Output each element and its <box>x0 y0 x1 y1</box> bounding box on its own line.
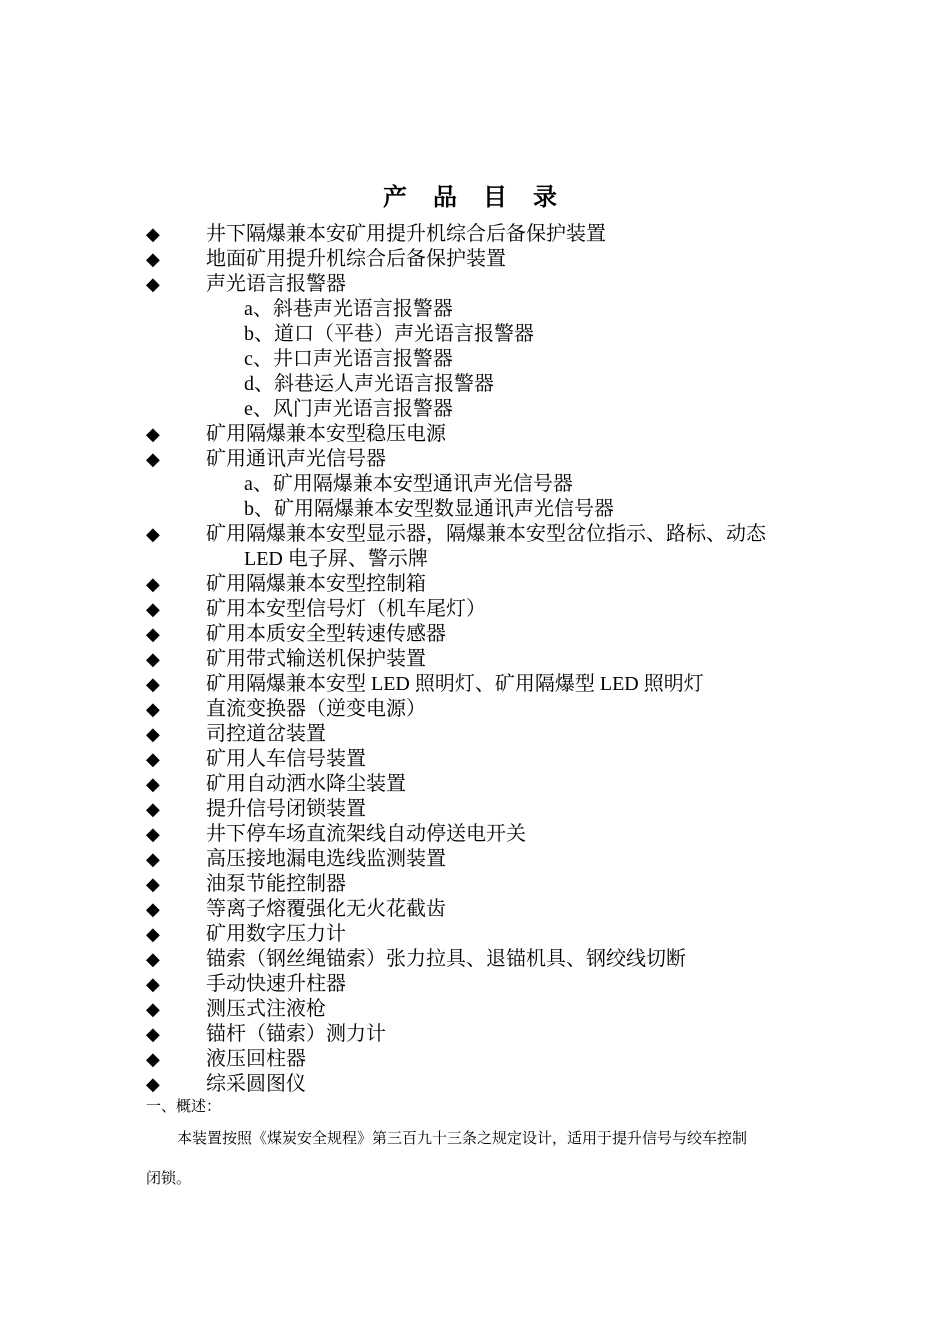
catalog-subitem-label: e、风门声光语言报警器 <box>244 398 453 420</box>
catalog-subitem-label: a、斜巷声光语言报警器 <box>244 298 453 320</box>
catalog-item <box>0 997 950 1022</box>
catalog-item <box>0 247 950 272</box>
catalog-item <box>0 722 950 747</box>
catalog-item <box>0 1047 950 1072</box>
diamond-bullet-icon: ◆ <box>146 1049 160 1070</box>
diamond-bullet-icon: ◆ <box>146 574 160 595</box>
catalog-subitem <box>0 497 950 522</box>
catalog-subitem <box>0 372 950 397</box>
catalog-item <box>0 772 950 797</box>
product-catalog-list <box>0 222 950 1097</box>
catalog-item-label: 矿用带式输送机保护装置 <box>206 648 426 670</box>
diamond-bullet-icon: ◆ <box>146 599 160 620</box>
catalog-subitem-label: a、矿用隔爆兼本安型通讯声光信号器 <box>244 473 573 495</box>
catalog-item-label: 井下停车场直流架线自动停送电开关 <box>206 823 526 845</box>
catalog-item <box>0 822 950 847</box>
catalog-item <box>0 922 950 947</box>
catalog-item-label: 矿用本质安全型转速传感器 <box>206 623 446 645</box>
catalog-item <box>0 872 950 897</box>
catalog-item-label: 等离子熔覆强化无火花截齿 <box>206 898 446 920</box>
catalog-item <box>0 572 950 597</box>
catalog-item-label: 锚索（钢丝绳锚索）张力拉具、退锚机具、钢绞线切断 <box>206 948 686 970</box>
catalog-item-label: 矿用通讯声光信号器 <box>206 448 386 470</box>
catalog-item <box>0 422 950 447</box>
diamond-bullet-icon: ◆ <box>146 899 160 920</box>
diamond-bullet-icon: ◆ <box>146 799 160 820</box>
catalog-item-label: 手动快速升柱器 <box>206 973 346 995</box>
section-heading: 一、概述： <box>146 1099 222 1115</box>
catalog-item-label: 直流变换器（逆变电源） <box>206 698 426 720</box>
catalog-item-label: 液压回柱器 <box>206 1048 306 1070</box>
catalog-subitem-label: b、矿用隔爆兼本安型数显通讯声光信号器 <box>244 498 614 520</box>
catalog-item <box>0 947 950 972</box>
catalog-item-label: 司控道岔装置 <box>206 723 326 745</box>
page-title: 产 品 目 录 <box>383 185 567 211</box>
catalog-item <box>0 747 950 772</box>
diamond-bullet-icon: ◆ <box>146 949 160 970</box>
catalog-item <box>0 1072 950 1097</box>
catalog-item-label: 锚杆（锚索）测力计 <box>206 1023 386 1045</box>
diamond-bullet-icon: ◆ <box>146 999 160 1020</box>
catalog-item <box>0 272 950 297</box>
catalog-item <box>0 897 950 922</box>
catalog-subitem <box>0 397 950 422</box>
diamond-bullet-icon: ◆ <box>146 274 160 295</box>
diamond-bullet-icon: ◆ <box>146 924 160 945</box>
catalog-item-label: 高压接地漏电选线监测装置 <box>206 848 446 870</box>
catalog-item-label: 声光语言报警器 <box>206 273 346 295</box>
catalog-item <box>0 847 950 872</box>
diamond-bullet-icon: ◆ <box>146 249 160 270</box>
catalog-item <box>0 622 950 647</box>
catalog-subitem-label: c、井口声光语言报警器 <box>244 348 453 370</box>
diamond-bullet-icon: ◆ <box>146 824 160 845</box>
catalog-subitem <box>0 472 950 497</box>
catalog-subitem-label: d、斜巷运人声光语言报警器 <box>244 373 494 395</box>
catalog-item <box>0 972 950 997</box>
diamond-bullet-icon: ◆ <box>146 1024 160 1045</box>
catalog-item <box>0 522 950 572</box>
diamond-bullet-icon: ◆ <box>146 524 160 545</box>
catalog-item <box>0 647 950 672</box>
catalog-item <box>0 222 950 247</box>
catalog-item <box>0 447 950 472</box>
catalog-item <box>0 597 950 622</box>
catalog-item-label: 矿用人车信号装置 <box>206 748 366 770</box>
catalog-item <box>0 697 950 722</box>
diamond-bullet-icon: ◆ <box>146 649 160 670</box>
catalog-subitem <box>0 322 950 347</box>
diamond-bullet-icon: ◆ <box>146 699 160 720</box>
diamond-bullet-icon: ◆ <box>146 874 160 895</box>
catalog-item-label: 矿用自动洒水降尘装置 <box>206 773 406 795</box>
diamond-bullet-icon: ◆ <box>146 674 160 695</box>
overview-paragraph-line-1: 本装置按照《煤炭安全规程》第三百九十三条之规定设计，适用于提升信号与绞车控制 <box>177 1131 748 1147</box>
diamond-bullet-icon: ◆ <box>146 624 160 645</box>
diamond-bullet-icon: ◆ <box>146 1074 160 1095</box>
catalog-item-label: 测压式注液枪 <box>206 998 326 1020</box>
catalog-item <box>0 672 950 697</box>
catalog-item-label: 综采圆图仪 <box>206 1073 306 1095</box>
diamond-bullet-icon: ◆ <box>146 424 160 445</box>
catalog-item-label: 矿用隔爆兼本安型控制箱 <box>206 573 426 595</box>
diamond-bullet-icon: ◆ <box>146 974 160 995</box>
catalog-item-label-continuation: LED 电子屏、警示牌 <box>244 548 428 570</box>
catalog-item <box>0 1022 950 1047</box>
catalog-subitem <box>0 347 950 372</box>
catalog-item-label: 矿用本安型信号灯（机车尾灯） <box>206 598 486 620</box>
diamond-bullet-icon: ◆ <box>146 449 160 470</box>
catalog-item-label: 油泵节能控制器 <box>206 873 346 895</box>
diamond-bullet-icon: ◆ <box>146 724 160 745</box>
catalog-item-label: 矿用隔爆兼本安型稳压电源 <box>206 423 446 445</box>
overview-paragraph-line-2: 闭锁。 <box>146 1171 192 1187</box>
catalog-subitem <box>0 297 950 322</box>
catalog-item-label: 提升信号闭锁装置 <box>206 798 366 820</box>
diamond-bullet-icon: ◆ <box>146 749 160 770</box>
catalog-subitem-label: b、道口（平巷）声光语言报警器 <box>244 323 534 345</box>
catalog-item-label: 井下隔爆兼本安矿用提升机综合后备保护装置 <box>206 223 606 245</box>
diamond-bullet-icon: ◆ <box>146 774 160 795</box>
catalog-item-label: 矿用隔爆兼本安型显示器，隔爆兼本安型岔位指示、路标、动态 <box>206 523 766 545</box>
catalog-item-label: 地面矿用提升机综合后备保护装置 <box>206 248 506 270</box>
catalog-item <box>0 797 950 822</box>
catalog-item-label: 矿用隔爆兼本安型 LED 照明灯、矿用隔爆型 LED 照明灯 <box>206 673 704 695</box>
catalog-item-label: 矿用数字压力计 <box>206 923 346 945</box>
diamond-bullet-icon: ◆ <box>146 849 160 870</box>
diamond-bullet-icon: ◆ <box>146 224 160 245</box>
